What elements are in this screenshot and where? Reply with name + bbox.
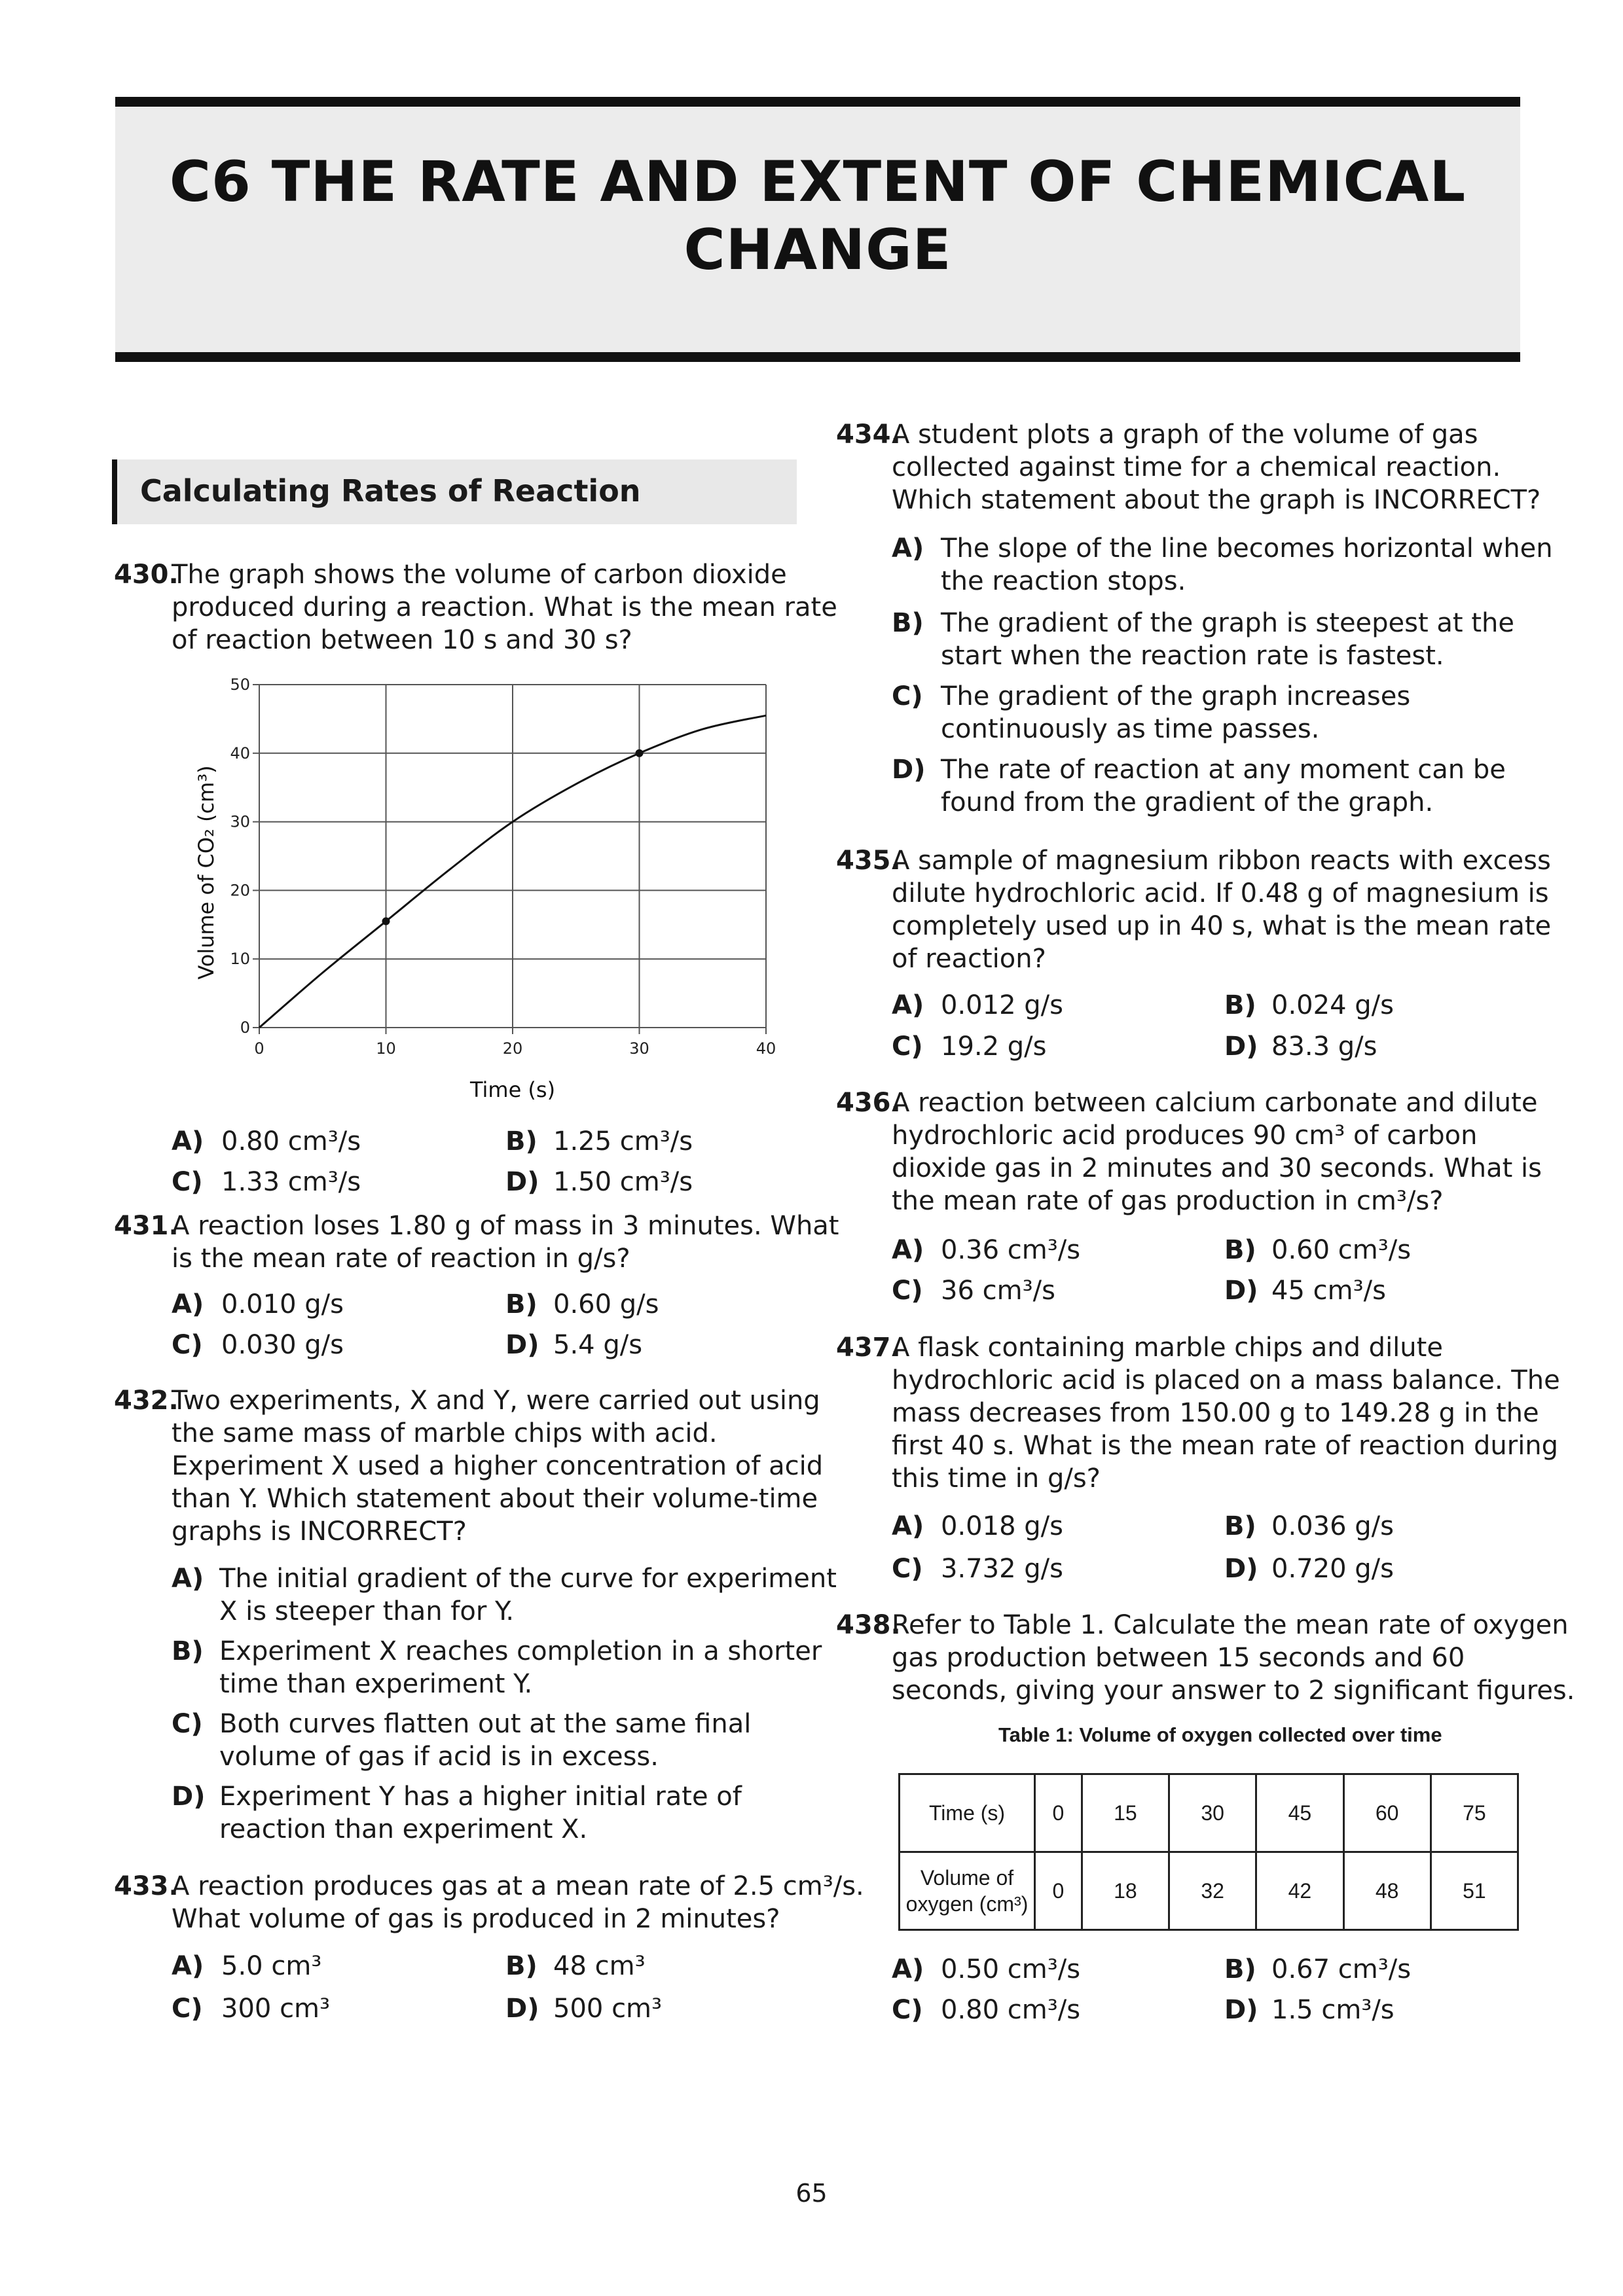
question-line: A reaction produces gas at a mean rate of 2.5 cm³/s. xyxy=(172,1871,864,1901)
option-letter: B) xyxy=(505,1126,538,1157)
option-letter: B) xyxy=(172,1636,204,1666)
question-line: the same mass of marble chips with acid. xyxy=(172,1418,718,1448)
option-letter: D) xyxy=(505,1330,539,1360)
table-row xyxy=(900,1852,1518,1930)
option-text xyxy=(941,680,1410,745)
option-letter: C) xyxy=(892,1276,923,1306)
question-text-432 xyxy=(172,1384,823,1548)
section-heading-bar xyxy=(112,459,117,524)
option-text: 300 cm³ xyxy=(221,1994,331,2024)
x-axis-label: Time (s) xyxy=(469,1077,556,1102)
option-line: volume of gas if acid is in excess. xyxy=(219,1742,659,1772)
option-letter: A) xyxy=(892,1954,924,1984)
option-text xyxy=(219,1562,837,1628)
data-point xyxy=(636,749,644,757)
option-text: 0.60 cm³/s xyxy=(1271,1235,1412,1265)
option-line: The gradient of the graph increases xyxy=(941,681,1411,711)
question-number-437: 437. xyxy=(836,1333,901,1363)
option-line: The initial gradient of the curve for experiment xyxy=(219,1564,837,1594)
option-text: 0.010 g/s xyxy=(221,1289,344,1319)
question-line: this time in g/s? xyxy=(892,1463,1101,1494)
option-line: Both curves flatten out at the same final xyxy=(219,1709,752,1739)
section-title: Calculating Rates of Reaction xyxy=(140,473,641,509)
option-text: 5.4 g/s xyxy=(553,1330,643,1360)
option-text: 45 cm³/s xyxy=(1271,1276,1386,1306)
question-line: Experiment X used a higher concentration of acid xyxy=(172,1451,824,1481)
option-line: Experiment Y has a higher initial rate of xyxy=(219,1782,742,1812)
x-tick-label: 40 xyxy=(756,1039,776,1058)
option-line: reaction than experiment X. xyxy=(219,1814,588,1844)
question-line: collected against time for a chemical reaction. xyxy=(892,452,1501,482)
option-letter: D) xyxy=(1224,1031,1258,1062)
option-text: 0.036 g/s xyxy=(1271,1511,1394,1541)
question-number-432: 432. xyxy=(114,1386,179,1416)
option-text: 0.030 g/s xyxy=(221,1330,344,1360)
table-cell: 42 xyxy=(1256,1852,1343,1930)
y-tick-label: 20 xyxy=(230,881,250,900)
option-text: 1.25 cm³/s xyxy=(553,1126,693,1157)
question-number-430: 430. xyxy=(114,560,179,590)
option-letter: B) xyxy=(1224,990,1256,1020)
question-text-437 xyxy=(892,1331,1560,1495)
option-letter: D) xyxy=(505,1994,539,2024)
option-line: X is steeper than for Y. xyxy=(219,1596,515,1626)
question-line: A reaction between calcium carbonate and dilute xyxy=(892,1088,1538,1118)
question-text-430 xyxy=(172,558,837,656)
option-letter: C) xyxy=(892,1995,923,2025)
option-line: The rate of reaction at any moment can be xyxy=(941,755,1506,785)
x-tick-label: 30 xyxy=(629,1039,649,1058)
option-letter: C) xyxy=(172,1709,203,1739)
page-title-line2: CHANGE xyxy=(684,217,952,283)
option-letter: A) xyxy=(892,990,924,1020)
option-text xyxy=(219,1780,742,1846)
option-letter: B) xyxy=(892,608,924,638)
table-cell: 51 xyxy=(1431,1852,1518,1930)
question-line: graphs is INCORRECT? xyxy=(172,1516,467,1547)
option-letter: A) xyxy=(172,1951,204,1981)
option-text: 0.012 g/s xyxy=(941,990,1063,1020)
option-letter: C) xyxy=(172,1167,203,1197)
option-line: start when the reaction rate is fastest. xyxy=(941,641,1444,671)
question-line: What volume of gas is produced in 2 minutes? xyxy=(172,1904,780,1934)
option-letter: D) xyxy=(1224,1554,1258,1584)
table-caption: Table 1: Volume of oxygen collected over time xyxy=(998,1723,1442,1746)
option-text: 0.60 g/s xyxy=(553,1289,659,1319)
table-header-line: Volume of xyxy=(920,1866,1014,1890)
question-number-435: 435. xyxy=(836,846,901,876)
question-line: of reaction? xyxy=(892,944,1046,974)
question-line: Which statement about the graph is INCORRECT? xyxy=(892,485,1541,515)
option-line: The gradient of the graph is steepest at the xyxy=(941,608,1514,638)
option-text xyxy=(219,1708,751,1773)
table-cell: 75 xyxy=(1431,1774,1518,1852)
question-line: dioxide gas in 2 minutes and 30 seconds. What is xyxy=(892,1153,1542,1183)
option-letter: A) xyxy=(172,1564,204,1594)
table-header-cell xyxy=(900,1852,1035,1930)
option-line: The slope of the line becomes horizontal when xyxy=(941,533,1553,564)
table-cell: 30 xyxy=(1169,1774,1256,1852)
option-letter: D) xyxy=(892,755,926,785)
option-text: 0.024 g/s xyxy=(1271,990,1394,1020)
question-line: Two experiments, X and Y, were carried out using xyxy=(172,1386,820,1416)
question-line: completely used up in 40 s, what is the mean rate xyxy=(892,911,1552,941)
question-line: first 40 s. What is the mean rate of reaction during xyxy=(892,1431,1559,1461)
option-letter: C) xyxy=(892,681,923,711)
option-text: 36 cm³/s xyxy=(941,1276,1055,1306)
question-text-434 xyxy=(892,418,1541,516)
oxygen-volume-table xyxy=(898,1773,1519,1931)
option-text: 0.80 cm³/s xyxy=(221,1126,361,1157)
option-text: 5.0 cm³ xyxy=(221,1951,322,1981)
option-text: 0.018 g/s xyxy=(941,1511,1063,1541)
x-tick-label: 20 xyxy=(502,1039,523,1058)
option-text: 0.720 g/s xyxy=(1271,1554,1394,1584)
header-rule-bottom xyxy=(115,352,1520,362)
table-cell: 18 xyxy=(1082,1852,1169,1930)
option-letter: A) xyxy=(172,1289,204,1319)
option-letter: B) xyxy=(505,1289,538,1319)
option-letter: D) xyxy=(1224,1276,1258,1306)
y-tick-label: 50 xyxy=(230,675,250,694)
question-line: A student plots a graph of the volume of gas xyxy=(892,420,1478,450)
question-line: mass decreases from 150.00 g to 149.28 g in the xyxy=(892,1398,1539,1428)
y-tick-label: 10 xyxy=(230,950,250,969)
table-cell: 60 xyxy=(1343,1774,1431,1852)
option-letter: A) xyxy=(172,1126,204,1157)
table-row xyxy=(900,1774,1518,1852)
option-line: found from the gradient of the graph. xyxy=(941,787,1434,817)
option-line: time than experiment Y. xyxy=(219,1669,533,1699)
y-axis-label: Volume of CO₂ (cm³) xyxy=(194,765,219,980)
header-rule-top xyxy=(115,97,1520,107)
table-cell: 0 xyxy=(1035,1852,1082,1930)
question-line: produced during a reaction. What is the mean rate xyxy=(172,592,837,622)
option-text: 0.80 cm³/s xyxy=(941,1995,1081,2025)
option-text: 1.5 cm³/s xyxy=(1271,1995,1395,2025)
option-text xyxy=(941,753,1506,819)
option-letter: D) xyxy=(172,1782,206,1812)
option-letter: A) xyxy=(892,533,924,564)
option-letter: C) xyxy=(172,1994,203,2024)
option-text: 0.50 cm³/s xyxy=(941,1954,1081,1984)
question-number-438: 438. xyxy=(836,1610,901,1640)
option-text: 500 cm³ xyxy=(553,1994,663,2024)
page-number: 65 xyxy=(795,2179,828,2208)
question-line: of reaction between 10 s and 30 s? xyxy=(172,625,632,655)
option-letter: B) xyxy=(505,1951,538,1981)
option-letter: D) xyxy=(1224,1995,1258,2025)
y-tick-label: 40 xyxy=(230,744,250,762)
x-tick-label: 0 xyxy=(254,1039,264,1058)
question-line: gas production between 15 seconds and 60 xyxy=(892,1643,1465,1673)
question-text-438 xyxy=(892,1609,1575,1707)
option-line: the reaction stops. xyxy=(941,566,1186,596)
table-cell: 45 xyxy=(1256,1774,1343,1852)
table-cell: 0 xyxy=(1035,1774,1082,1852)
question-number-434: 434. xyxy=(836,420,901,450)
question-number-433: 433. xyxy=(114,1871,179,1901)
option-text xyxy=(941,607,1514,672)
chart-grid xyxy=(253,685,766,1034)
question-text-433 xyxy=(172,1870,864,1935)
co2-volume-chart xyxy=(190,674,779,1106)
table-header-line: oxygen (cm³) xyxy=(905,1892,1029,1916)
question-line: A sample of magnesium ribbon reacts with excess xyxy=(892,846,1551,876)
table-header-cell: Time (s) xyxy=(900,1774,1035,1852)
option-letter: D) xyxy=(505,1167,539,1197)
option-letter: A) xyxy=(892,1511,924,1541)
option-text: 3.732 g/s xyxy=(941,1554,1063,1584)
question-line: is the mean rate of reaction in g/s? xyxy=(172,1244,630,1274)
option-letter: B) xyxy=(1224,1954,1256,1984)
option-letter: C) xyxy=(892,1031,923,1062)
y-tick-label: 0 xyxy=(240,1018,250,1037)
question-line: dilute hydrochloric acid. If 0.48 g of magnesium is xyxy=(892,878,1549,908)
option-text: 19.2 g/s xyxy=(941,1031,1047,1062)
y-tick-label: 30 xyxy=(230,812,250,831)
question-text-436 xyxy=(892,1086,1542,1217)
option-text: 1.33 cm³/s xyxy=(221,1167,361,1197)
question-text-431 xyxy=(172,1210,839,1275)
option-letter: C) xyxy=(172,1330,203,1360)
option-text: 83.3 g/s xyxy=(1271,1031,1377,1062)
question-number-431: 431. xyxy=(114,1211,179,1241)
question-line: seconds, giving your answer to 2 significant figures. xyxy=(892,1676,1575,1706)
option-text: 1.50 cm³/s xyxy=(553,1167,693,1197)
table-cell: 48 xyxy=(1343,1852,1431,1930)
table-cell: 32 xyxy=(1169,1852,1256,1930)
option-text: 0.67 cm³/s xyxy=(1271,1954,1412,1984)
question-line: hydrochloric acid is placed on a mass balance. The xyxy=(892,1365,1560,1395)
option-text: 0.36 cm³/s xyxy=(941,1235,1081,1265)
question-line: the mean rate of gas production in cm³/s? xyxy=(892,1186,1444,1216)
question-line: The graph shows the volume of carbon dioxide xyxy=(172,560,787,590)
question-text-435 xyxy=(892,844,1551,975)
option-letter: C) xyxy=(892,1554,923,1584)
page-title-line1: C6 THE RATE AND EXTENT OF CHEMICAL xyxy=(169,149,1467,215)
option-letter: B) xyxy=(1224,1235,1256,1265)
table-cell: 15 xyxy=(1082,1774,1169,1852)
question-line: Refer to Table 1. Calculate the mean rate of oxygen xyxy=(892,1610,1569,1640)
option-text xyxy=(219,1635,822,1700)
question-line: A reaction loses 1.80 g of mass in 3 minutes. What xyxy=(172,1211,839,1241)
x-tick-label: 10 xyxy=(376,1039,396,1058)
question-number-436: 436. xyxy=(836,1088,901,1118)
question-line: than Y. Which statement about their volume-time xyxy=(172,1484,818,1514)
option-line: Experiment X reaches completion in a shorter xyxy=(219,1636,822,1666)
option-line: continuously as time passes. xyxy=(941,714,1320,744)
option-text: 48 cm³ xyxy=(553,1951,646,1981)
data-point xyxy=(382,918,390,925)
question-line: A flask containing marble chips and dilute xyxy=(892,1333,1443,1363)
option-text xyxy=(941,532,1553,598)
option-letter: A) xyxy=(892,1235,924,1265)
page-title xyxy=(115,148,1520,284)
option-letter: B) xyxy=(1224,1511,1256,1541)
question-line: hydrochloric acid produces 90 cm³ of carbon xyxy=(892,1121,1478,1151)
